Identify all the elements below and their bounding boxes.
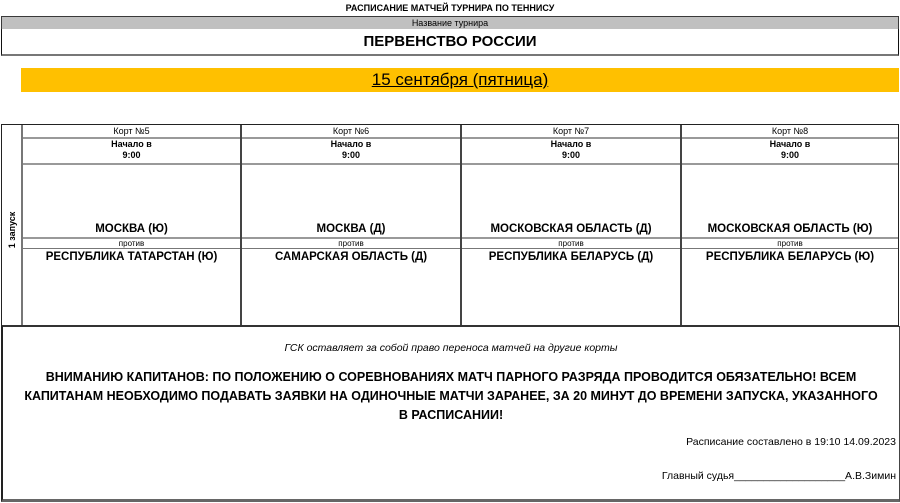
captains-warning: ВНИМАНИЮ КАПИТАНОВ: ПО ПОЛОЖЕНИЮ О СОРЕВНОВАНИЯХ МАТЧ ПАРНОГО РАЗРЯДА ПРОВОДИТСЯ ОБЯЗАТЕЛЬНО! ВСЕМ КАПИТАНАМ НЕОБХОДИМО ПОДАВАТЬ ЗАЯВКИ НА ОДИНОЧНЫЕ МАТЧИ ЗАРАНЕЕ, ЗА 20 МИНУТ ДО ВРЕМЕНИ ЗАПУСКА, УКАЗАННОГО В РАСПИСАНИИ! bbox=[24, 370, 878, 422]
start-label: Начало в bbox=[330, 139, 372, 149]
start-time: 9:00 bbox=[341, 150, 360, 160]
versus-label: против bbox=[23, 239, 240, 249]
date-text: 15 сентября (пятница) bbox=[371, 70, 549, 89]
versus-label: против bbox=[462, 239, 680, 249]
start-label: Начало в bbox=[769, 139, 811, 149]
round-label-column bbox=[2, 125, 23, 325]
start-time: 9:00 bbox=[561, 150, 580, 160]
tournament-label: Название турнира bbox=[1, 16, 899, 30]
start-time-cell bbox=[242, 139, 460, 165]
court-name: Корт №5 bbox=[23, 125, 240, 139]
team1-cell bbox=[23, 165, 240, 239]
court-transfer-note: ГСК оставляет за собой право переноса матчей на другие корты bbox=[284, 342, 618, 354]
court-column bbox=[242, 125, 462, 325]
start-label: Начало в bbox=[111, 139, 152, 149]
team2-name: РЕСПУБЛИКА БЕЛАРУСЬ (Д) bbox=[488, 251, 654, 263]
team2-name: РЕСПУБЛИКА ТАТАРСТАН (Ю) bbox=[45, 251, 218, 263]
start-time-cell bbox=[462, 139, 680, 165]
start-time: 9:00 bbox=[780, 150, 799, 160]
court-name: Корт №7 bbox=[462, 125, 680, 139]
compiled-timestamp: Расписание составлено в 19:10 14.09.2023 bbox=[686, 436, 896, 448]
court-name: Корт №6 bbox=[242, 125, 460, 139]
team1-cell bbox=[682, 165, 898, 239]
court-column bbox=[682, 125, 898, 325]
team1-cell bbox=[462, 165, 680, 239]
start-time: 9:00 bbox=[122, 150, 141, 160]
versus-label: против bbox=[682, 239, 898, 249]
court-column bbox=[462, 125, 682, 325]
tournament-name: ПЕРВЕНСТВО РОССИИ bbox=[1, 29, 899, 56]
team1-name: МОСКОВСКАЯ ОБЛАСТЬ (Ю) bbox=[707, 223, 873, 235]
start-label: Начало в bbox=[550, 139, 592, 149]
team1-name: МОСКОВСКАЯ ОБЛАСТЬ (Д) bbox=[490, 223, 652, 235]
team1-name: МОСКВА (Ю) bbox=[95, 223, 168, 235]
start-time-cell bbox=[682, 139, 898, 165]
document-title: РАСПИСАНИЕ МАТЧЕЙ ТУРНИРА ПО ТЕННИСУ bbox=[345, 3, 555, 13]
chief-judge-signature: Главный судья___________________А.В.Зимин bbox=[661, 470, 896, 482]
team1-cell bbox=[242, 165, 460, 239]
footer-section bbox=[1, 326, 900, 502]
court-column bbox=[23, 125, 242, 325]
team2-name: РЕСПУБЛИКА БЕЛАРУСЬ (Ю) bbox=[705, 251, 875, 263]
round-label: 1 запуск bbox=[6, 211, 17, 249]
schedule-table bbox=[1, 124, 899, 327]
team2-name: САМАРСКАЯ ОБЛАСТЬ (Д) bbox=[274, 251, 428, 263]
date-banner bbox=[21, 68, 899, 92]
team1-name: МОСКВА (Д) bbox=[316, 223, 386, 235]
start-time-cell bbox=[23, 139, 240, 165]
versus-label: против bbox=[242, 239, 460, 249]
court-name: Корт №8 bbox=[682, 125, 898, 139]
